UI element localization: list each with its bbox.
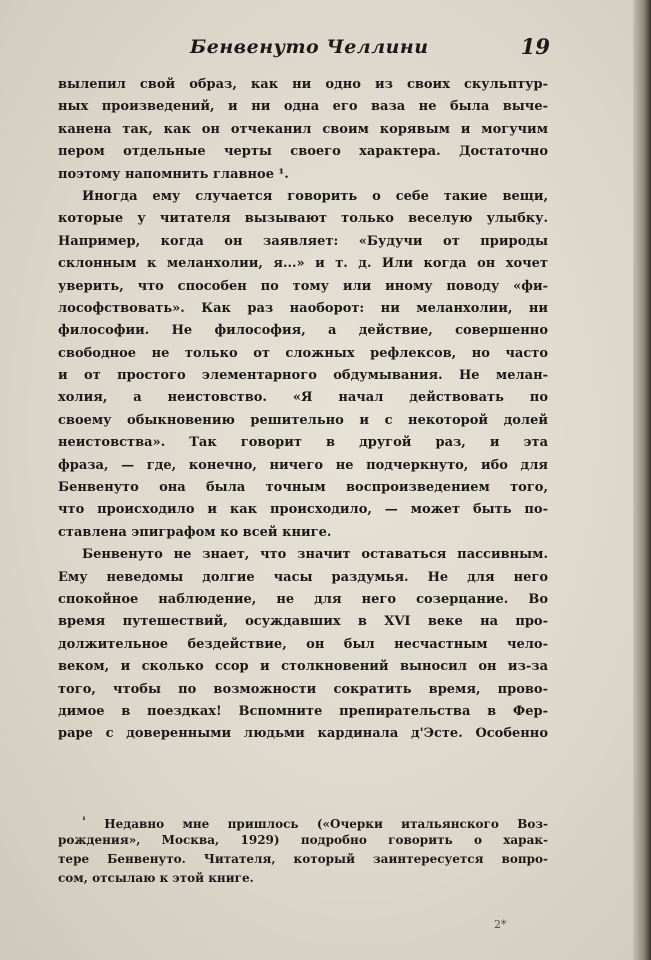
running-header: [190, 36, 550, 64]
text-line: что происходило и как происходило, — может быть по-: [58, 502, 548, 518]
text-line: уверить, что способен по тому или иному поводу «фи-: [58, 278, 548, 294]
footnote-line: тере Бенвенуто. Читателя, который заинтересуется вопро-: [58, 852, 548, 866]
text-line: философии. Не философия, а действие, совершенно: [58, 323, 548, 339]
text-line: Например, когда он заявляет: «Будучи от природы: [58, 233, 548, 249]
footnote-line-text: Недавно мне пришлось («Очерки итальянского Воз-: [104, 817, 548, 831]
text-line: склонным к меланхолии, я...» и т. д. Или когда он хочет: [58, 256, 548, 272]
text-line: своему обыкновению решительно и с некоторой долей: [58, 412, 548, 428]
footnote: [58, 812, 548, 888]
text-line: которые у читателя вызывают только веселую улыбку.: [58, 211, 548, 227]
text-line: время путешествий, осуждавших в XVI веке на про-: [58, 614, 548, 630]
footnote-line: [58, 812, 548, 831]
text-line: Иногда ему случается говорить о себе такие вещи,: [82, 188, 548, 204]
text-line: фраза, — где, конечно, ничего не подчеркнуто, ибо для: [58, 457, 548, 473]
text-line: димое в поездках! Вспомните препирательства в Фер-: [58, 703, 548, 719]
page-number: 19: [520, 34, 550, 59]
footnote-mark: ¹: [82, 816, 86, 826]
text-line: холия, а неистовство. «Я начал действовать по: [58, 390, 548, 406]
text-line: Ему неведомы долгие часы раздумья. Не для него: [58, 569, 548, 585]
running-title: Бенвенуто Челлини: [190, 36, 429, 58]
text-line: канена так, как он отчеканил своим корявым и могучим: [58, 121, 548, 137]
text-line: раре с доверенными людьми кардинала д'Эсте. Особенно: [58, 726, 548, 742]
text-line: Бенвенуто не знает, что значит оставаться пассивным.: [82, 547, 548, 563]
text-line: спокойное наблюдение, не для него созерцание. Во: [58, 591, 548, 607]
text-line: Бенвенуто она была точным воспроизведением того,: [58, 480, 548, 496]
text-line: должительное бездействие, он был несчастным чело-: [58, 636, 548, 652]
page-edge-shadow: [633, 0, 651, 960]
text-line: ных произведений, и ни одна его ваза не была выче-: [58, 99, 548, 115]
text-line: пером отдельные черты своего характера. Достаточно: [58, 144, 548, 160]
text-line: вылепил свой образ, как ни одно из своих скульптур-: [58, 77, 548, 92]
text-line: неистовства». Так говорит в другой раз, и эта: [58, 435, 548, 451]
text-line: того, чтобы по возможности сократить время, прово-: [58, 681, 548, 697]
text-line: поэтому напомнить главное ¹.: [58, 166, 289, 182]
signature-mark: 2*: [494, 918, 507, 931]
text-line: и от простого элементарного обдумывания. Не мелан-: [58, 368, 548, 384]
text-line: ставлена эпиграфом ко всей книге.: [58, 524, 332, 540]
footnote-line: сом, отсылаю к этой книге.: [58, 871, 254, 885]
text-line: веком, и сколько ссор и столкновений выносил он из-за: [58, 659, 548, 675]
footnote-line: рождения», Москва, 1929) подробно говорить о харак-: [58, 833, 548, 847]
main-text: [58, 74, 548, 746]
text-line: лософствовать». Как раз наоборот: ни меланхолии, ни: [58, 300, 548, 316]
text-line: свободное не только от сложных рефлексов, но часто: [58, 345, 548, 361]
